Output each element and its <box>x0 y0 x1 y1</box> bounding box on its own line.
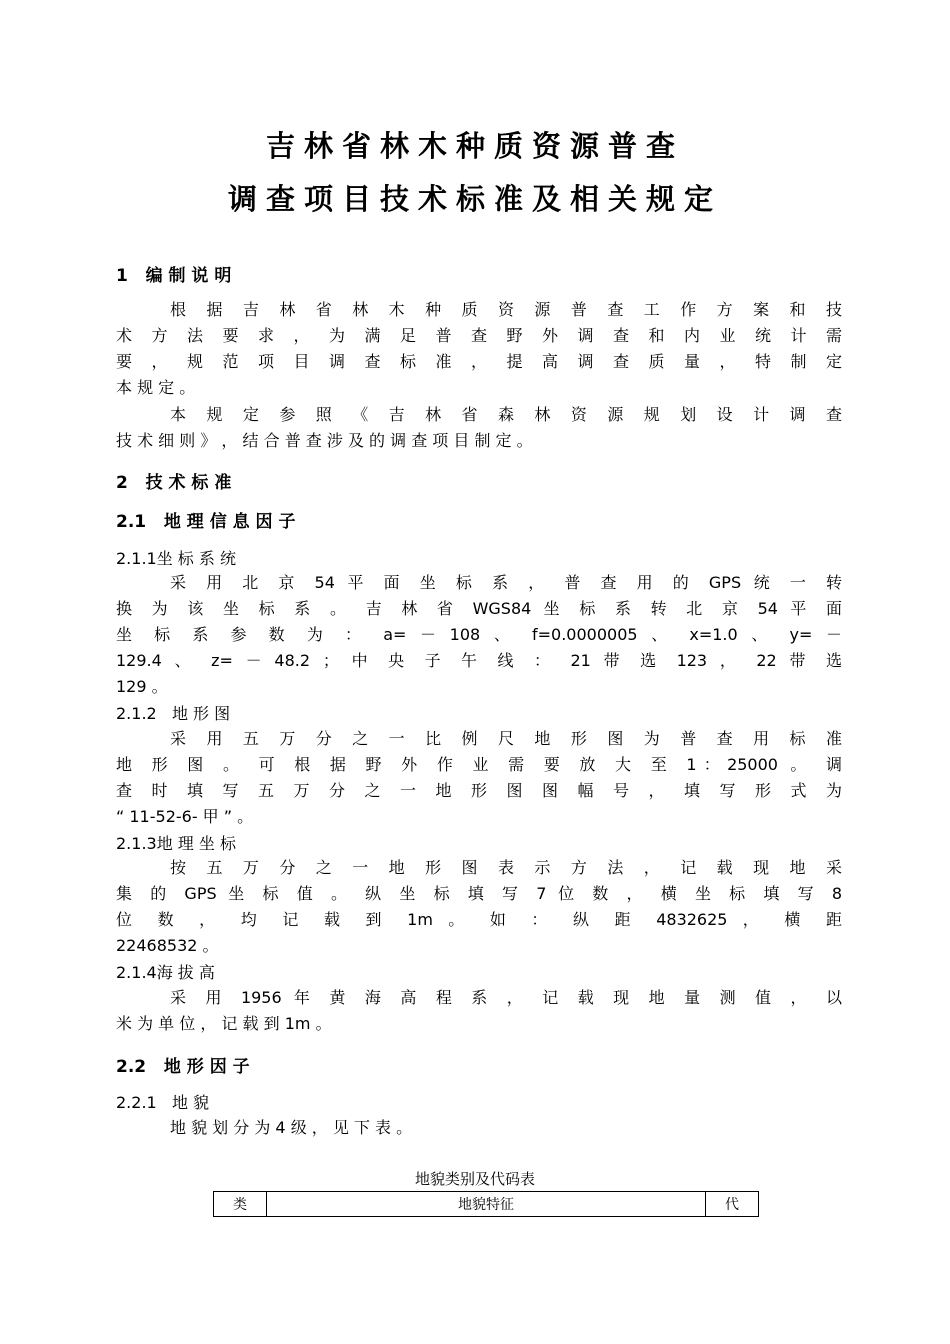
column-header-feature: 地貌特征 <box>267 1192 706 1217</box>
paragraph-line: “ 11-52-6- 甲 ” 。 <box>116 807 254 826</box>
paragraph-line: 本 规 定 。 <box>116 378 196 397</box>
section-2-1-2-heading: 2.1.2 地 形 图 <box>116 704 231 723</box>
table-header-row <box>214 1192 759 1217</box>
paragraph-line: 地 形 图 。 可 根 据 野 外 作 业 需 要 放 大 至 1：25000 。 调 <box>116 755 842 774</box>
paragraph-line: 22468532 。 <box>116 936 219 955</box>
paragraph-line: 采 用 五 万 分 之 一 比 例 尺 地 形 图 为 普 查 用 标 准 <box>170 729 842 748</box>
column-header-category: 类 <box>214 1192 267 1217</box>
paragraph-line: 换 为 该 坐 标 系 。 吉 林 省 WGS84 坐 标 系 转 北 京 54 平 面 <box>116 599 842 618</box>
paragraph-line: 查 时 填 写 五 万 分 之 一 地 形 图 图 幅 号 ， 填 写 形 式 为 <box>116 781 842 800</box>
document-title-line1: 吉林省林木种质资源普查 <box>265 129 684 163</box>
landform-code-table <box>213 1191 759 1217</box>
paragraph-line: 129.4 、 z= － 48.2 ； 中 央 子 午 线 ： 21 带 选 123 ， 22 带 选 <box>116 651 842 670</box>
paragraph-line: 位 数 ， 均 记 载 到 1m 。 如 ： 纵 距 4832625 ， 横 距 <box>116 910 842 929</box>
paragraph-line: 集 的 GPS 坐 标 值 。 纵 坐 标 填 写 7 位 数 ， 横 坐 标 填 写 8 <box>116 884 842 903</box>
section-2-2-heading: 2.2 地 形 因 子 <box>116 1057 250 1077</box>
paragraph-line: 按 五 万 分 之 一 地 形 图 表 示 方 法 ， 记 载 现 地 采 <box>170 858 842 877</box>
paragraph-line: 本 规 定 参 照 《 吉 林 省 森 林 资 源 规 划 设 计 调 查 <box>170 405 842 424</box>
paragraph-line: 术 方 法 要 求 ， 为 满 足 普 查 野 外 调 查 和 内 业 统 计 需 <box>116 326 842 345</box>
section-2-heading: 2 技 术 标 准 <box>116 473 232 493</box>
paragraph-line: 要 ， 规 范 项 目 调 查 标 准 ， 提 高 调 查 质 量 ， 特 制 定 <box>116 352 842 371</box>
paragraph-line: 米 为 单 位 ， 记 载 到 1m 。 <box>116 1014 332 1033</box>
document-title-line2: 调查项目技术标准及相关规定 <box>227 182 722 216</box>
section-2-2-1-heading: 2.2.1 地 貌 <box>116 1093 210 1112</box>
section-2-1-1-heading: 2.1.1坐 标 系 统 <box>116 549 236 568</box>
section-2-1-4-heading: 2.1.4海 拔 高 <box>116 963 215 982</box>
paragraph-line: 采 用 北 京 54 平 面 坐 标 系 ， 普 查 用 的 GPS 统 一 转 <box>170 573 842 592</box>
column-header-code: 代 <box>706 1192 759 1217</box>
section-2-1-heading: 2.1 地 理 信 息 因 子 <box>116 512 296 532</box>
paragraph-line: 根 据 吉 林 省 林 木 种 质 资 源 普 查 工 作 方 案 和 技 <box>170 300 842 319</box>
paragraph-line: 地 貌 划 分 为 4 级 ， 见 下 表 。 <box>170 1118 413 1137</box>
section-2-1-3-heading: 2.1.3地 理 坐 标 <box>116 834 236 853</box>
table-caption: 地貌类别及代码表 <box>414 1170 535 1188</box>
paragraph-line: 129 。 <box>116 677 168 696</box>
section-1-heading: 1 编 制 说 明 <box>116 266 232 286</box>
paragraph-line: 采 用 1956 年 黄 海 高 程 系 ， 记 载 现 地 量 测 值 ， 以 <box>170 988 842 1007</box>
paragraph-line: 坐 标 系 参 数 为 ： a= － 108 、 f=0.0000005 、 x=1.0 、 y= － <box>116 625 842 644</box>
paragraph-line: 技 术 细 则 》 ， 结 合 普 查 涉 及 的 调 查 项 目 制 定 。 <box>116 431 533 450</box>
